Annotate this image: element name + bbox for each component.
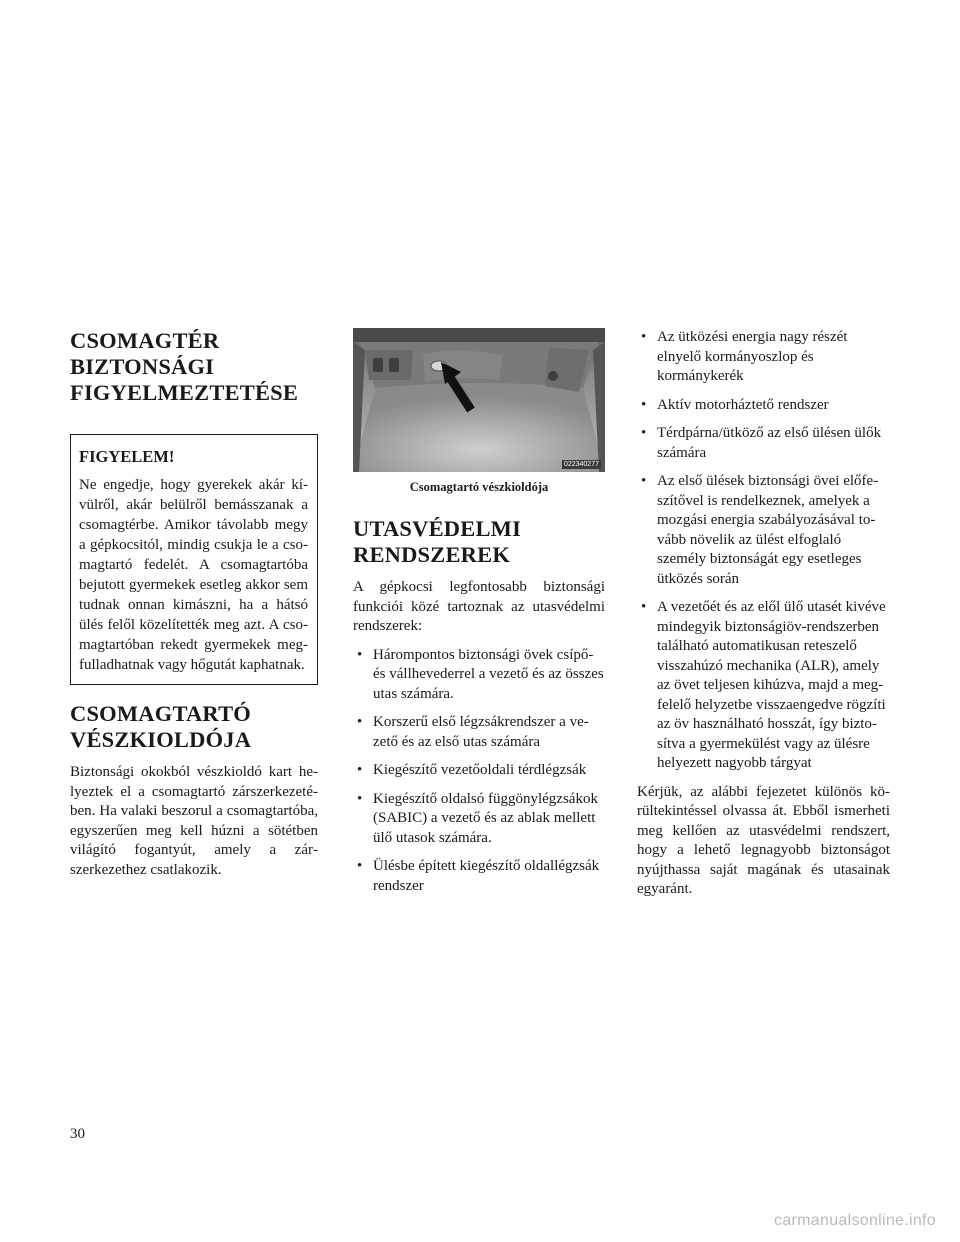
- list-item: • Térdpárna/ütköző az első ülésen ülők számára: [637, 424, 890, 463]
- section-trunk-release: [70, 701, 318, 880]
- column-right: [637, 328, 890, 900]
- figure-caption: Csomagtartó vészkioldója: [409, 480, 549, 494]
- list-item: • Korszerű első légzsákrendszer a vezető és az első utas számára: [353, 713, 605, 752]
- list-item: • Az ütközési energia nagy részét elnyelő kormányoszlop és kormánykerék: [637, 328, 890, 387]
- section-title-occupant-restraints: UTASVÉDELMI RENDSZEREK: [353, 516, 522, 567]
- column-left: [70, 328, 318, 880]
- occupant-restraints-intro: A gépkocsi legfontosabb biztonsági funkciói közé tartoznak az utasvédelmi rendszerek:: [353, 579, 605, 634]
- trunk-release-photo: [353, 328, 605, 472]
- restraint-list-right: [637, 328, 890, 774]
- list-item: • Kiegészítő oldalsó függönylégzsákok (SABIC) a vezető és az ablak mellett ülő utasok számára.: [353, 790, 605, 849]
- section-occupant-restraints: [353, 516, 605, 896]
- warning-box: [70, 434, 318, 685]
- list-item: • Az első ülések biztonsági övei előfeszítővel is rendelkeznek, amelyek a mozgási energia szabályozásával tovább növelik az ülést elfoglaló személy biztonságát egy esetleges ütközés során: [637, 472, 890, 589]
- list-item: • Aktív motorháztető rendszer: [637, 396, 890, 416]
- warning-text: Ne engedje, hogy gyerekek akár kívülről, akár belülről bemásszanak a csomagtérbe. Amikor távolabb megy a gépkocsitól, mindig csukja le a csomagtartó fedelét. A csomagtartóba bejutott gyermekek esetleg akkor sem tudnak onnan kimászni, ha a hátsó ülés felől közelítették meg azt. A csomagtartóban rekedt gyermekek megfulladhatnak vagy hőgutát kaphatnak.: [79, 477, 308, 673]
- trunk-interior-illustration: [353, 328, 605, 472]
- restraint-list-middle: [353, 646, 605, 897]
- section-title-trunk-warning: CSOMAGTÉR BIZTONSÁGI FIGYELMEZTETÉSE: [70, 328, 299, 405]
- column-middle: [353, 328, 605, 905]
- watermark: carmanualsonline.info: [774, 1212, 936, 1229]
- closing-paragraph: Kérjük, az alábbi fejezetet különös körültekintéssel olvassa át. Ebből ismerheti meg kellően az utasvédelmi rendszert, hogy a lehető legnagyobb biztonságot nyújthassa saját magának és utasainak egyaránt.: [637, 783, 890, 897]
- warning-title: FIGYELEM!: [79, 447, 175, 466]
- trunk-release-text: Biztonsági okokból vészkioldó kart helyeztek el a csomagtartó zárszerkezetében. Ha valaki beszorul a csomagtartóba, egyszerűen meg kell húzni a sötétben világító fogantyút, amely a zárszerkezethez csatlakozik.: [70, 764, 318, 878]
- list-item: • A vezetőét és az elől ülő utasét kivéve mindegyik biztonságiöv-rendszerben található automatikusan reteszelő visszahúzó mechanika (ALR), amely az övet teljesen kihúzva, majd a megfelelő helyzetbe visszaengedve rögzíti az öv használható hosszát, így biztosítva a gyermekülést vagy az ülésre helyezett nagyobb tárgyat: [637, 598, 890, 774]
- section-title-trunk-release: CSOMAGTARTÓ VÉSZKIOLDÓJA: [70, 701, 252, 752]
- figure-id: 022340277: [563, 461, 599, 468]
- page-number: 30: [70, 1126, 85, 1142]
- list-item: • Ülésbe épített kiegészítő oldallégzsák rendszer: [353, 857, 605, 896]
- list-item: • Kiegészítő vezetőoldali térdlégzsák: [353, 761, 605, 781]
- list-item: • Hárompontos biztonsági övek csípő- és vállhevederrel a vezető és az összes utas számára.: [353, 646, 605, 705]
